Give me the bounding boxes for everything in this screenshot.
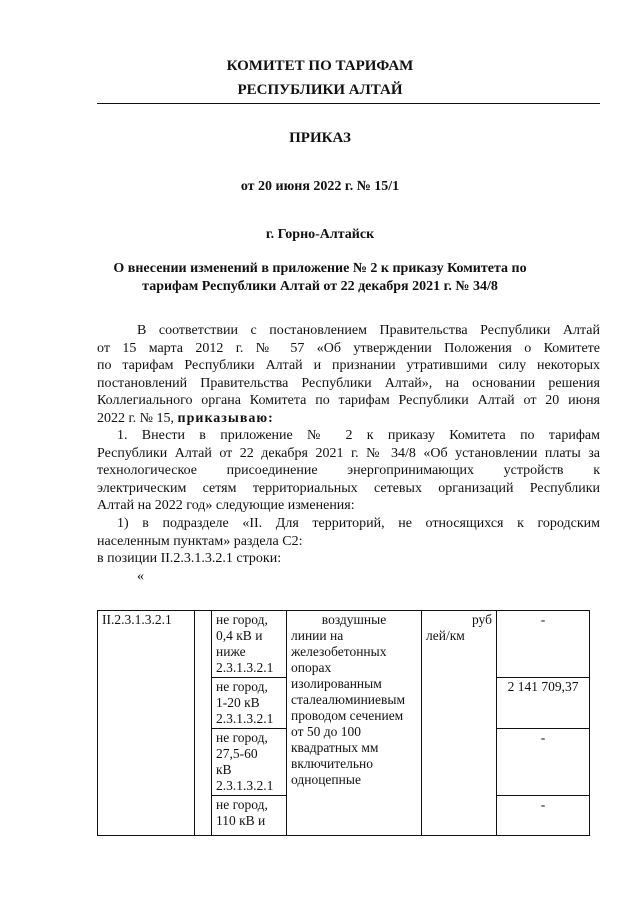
description-line: воздушные — [321, 612, 387, 627]
text-line: Республики Алтай от 22 декабря 2021 г. № 34/8 «Об установлении платы за — [97, 445, 600, 461]
value-cell: 2 141 709,37 — [497, 678, 590, 729]
description-line: проводом сечением — [291, 708, 404, 723]
text-line — [97, 410, 600, 428]
text-fragment: 2022 г. № 15, — [97, 410, 175, 426]
area-line: не город, — [216, 730, 268, 745]
text-line: Алтай на 2022 год» следующие изменения: — [97, 498, 355, 513]
area-line: 0,4 кВ и — [216, 628, 263, 643]
org-name-line1: КОМИТЕТ ПО ТАРИФАМ — [226, 58, 414, 74]
unit-line: руб — [471, 612, 492, 627]
quote-open: « — [137, 568, 144, 584]
text-line: населенным пунктам» раздела С2: — [97, 533, 303, 549]
description-line: включительно — [291, 756, 374, 771]
area-cell — [212, 611, 287, 678]
paragraph-item-1 — [97, 427, 600, 515]
description-line: линии на — [291, 628, 344, 643]
area-cell — [212, 796, 287, 836]
position-code-cell: II.2.3.1.3.2.1 — [98, 611, 195, 836]
text-line: Коллегиального органа Комитета по тарифам Республики Алтай от 20 июня — [97, 393, 600, 408]
area-line: 1-20 кВ — [216, 695, 260, 710]
paragraph-subitem-1 — [97, 515, 600, 585]
description-line: железобетонных — [291, 644, 387, 659]
table-row — [98, 611, 590, 678]
text-line: технологическое присоединение энергопринимающих устройств к — [97, 463, 600, 478]
description-line: квадратных мм — [291, 740, 379, 755]
area-line: ниже — [216, 644, 246, 659]
subject-line: О внесении изменений в приложение № 2 к приказу Комитета по — [113, 261, 527, 276]
text-line: 1. Внести в приложение № 2 к приказу Комитета по тарифам — [117, 428, 600, 443]
area-line: не город, — [216, 679, 268, 694]
value-cell: - — [497, 796, 590, 836]
unit-cell — [422, 611, 497, 836]
area-line: 110 кВ и — [216, 813, 266, 828]
text-line: в позиции II.2.3.1.3.2.1 строки: — [97, 551, 282, 566]
area-line: не город, — [216, 612, 268, 627]
value-cell: - — [497, 729, 590, 796]
text-line: постановлений Правительства Республики Алтай», на основании решения — [97, 375, 600, 391]
area-line: 27,5-60 — [216, 746, 258, 761]
subject-line: тарифам Республики Алтай от 22 декабря 2021 г. № 34/8 — [142, 279, 498, 294]
value-cell: - — [497, 611, 590, 678]
order-keyword: приказываю: — [177, 410, 274, 426]
document-type: ПРИКАЗ — [289, 130, 351, 146]
text-line: 1) в подразделе «II. Для территорий, не относящихся к городским — [117, 516, 600, 531]
org-name-line2: РЕСПУБЛИКИ АЛТАЙ — [237, 82, 403, 98]
text-line: В соответствии с постановлением Правительства Республики Алтай — [137, 323, 600, 338]
description-line: одноцепные — [291, 772, 361, 787]
description-cell — [287, 611, 422, 836]
area-line: не город, — [216, 797, 268, 812]
text-line: по тарифам Республики Алтай и признании утратившими силу некоторых — [97, 358, 600, 373]
area-line: 2.3.1.3.2.1 — [216, 711, 274, 726]
area-line: 2.3.1.3.2.1 — [216, 778, 274, 793]
text-line: от 15 марта 2012 г. № 57 «Об утверждении Положения о Комитете — [97, 340, 600, 356]
header-divider — [97, 103, 600, 104]
document-date-number: от 20 июня 2022 г. № 15/1 — [240, 179, 400, 194]
area-cell — [212, 729, 287, 796]
paragraph-basis — [97, 322, 600, 427]
area-cell — [212, 678, 287, 729]
document-subject — [0, 260, 640, 296]
description-line: от 50 до 100 — [291, 724, 361, 739]
area-line: кВ — [216, 762, 232, 777]
area-line: 2.3.1.3.2.1 — [216, 660, 274, 675]
description-line: опорах — [291, 660, 332, 675]
tariff-table — [97, 610, 590, 836]
unit-line: лей/км — [426, 628, 465, 643]
description-line: изолированным — [291, 676, 382, 691]
text-line: электрическим сетям территориальных сетевых организаций Республики — [97, 480, 600, 496]
document-city: г. Горно-Алтайск — [265, 227, 375, 242]
description-line: сталеалюминиевым — [291, 692, 406, 707]
empty-cell — [195, 611, 212, 836]
